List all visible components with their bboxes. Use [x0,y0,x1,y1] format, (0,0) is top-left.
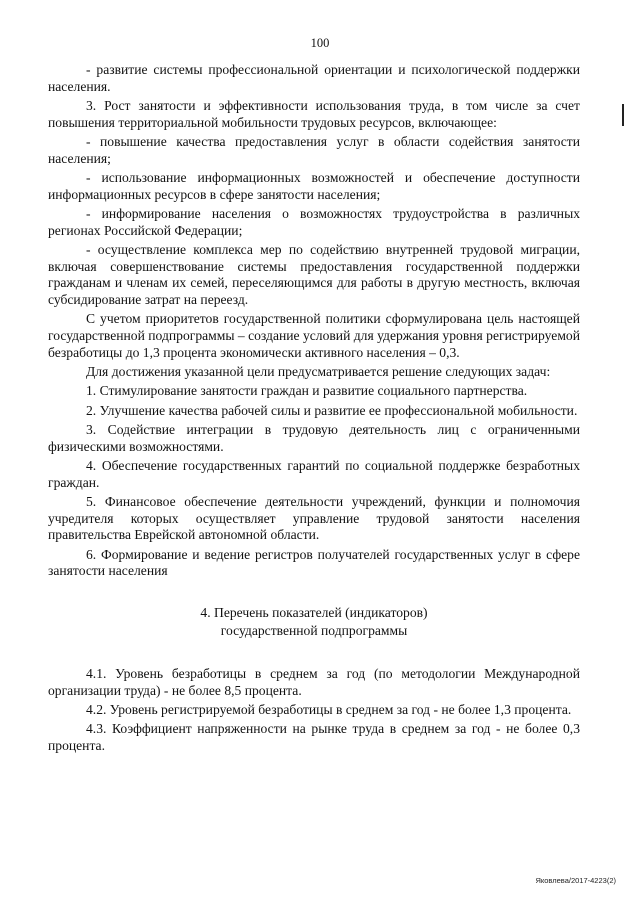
task-item: 1. Стимулирование занятости граждан и развитие социального партнерства. [86,383,528,399]
indicator-item: 4.1. Уровень безработицы в среднем за год (по методологии Международной организации труда) - не более 8,5 процента. [48,666,580,698]
margin-mark [622,104,624,126]
indicator-item: 4.3. Коэффициент напряженности на рынке труда в среднем за год - не более 0,3 процента. [48,721,580,754]
document-body [48,62,580,757]
task-item: 4. Обеспечение государственных гарантий по социальной поддержке безработных граждан. [48,458,580,490]
paragraph: - повышение качества предоставления услуг в области содействия занятости населения; [48,134,580,166]
page-number: 100 [310,36,330,50]
paragraph: - развитие системы профессиональной ориентации и психологической поддержки населения. [48,62,580,94]
task-item: 5. Финансовое обеспечение деятельности учреждений, функции и полномочия учредителя которых осуществляет управление трудовой занятости населения правительства Еврейской автономной области. [48,494,580,543]
paragraph: - информирование населения о возможностях трудоустройства в различных регионах Российской Федерации; [48,206,580,238]
paragraph: - осуществление комплекса мер по содействию внутренней трудовой миграции, включая совершенствование системы предоставления государственной поддержки гражданам и членам их семей, переселяющимся для работы в другую местность, включая субсидирование затрат на переезд. [48,242,580,308]
section-heading [48,604,580,640]
footer-code: Яковлева/2017-4223(2) [535,876,616,885]
section-heading-line: 4. Перечень показателей (индикаторов) [200,605,428,621]
task-item: 6. Формирование и ведение регистров получателей государственных услуг в сфере занятости населения [48,546,580,579]
paragraph: С учетом приоритетов государственной политики сформулирована цель настоящей государственной подпрограммы – создание условий для удержания уровня регистрируемой безработицы до 1,3 процента экономически активного населения – 0,3. [48,311,580,360]
section-heading-line: государственной подпрограммы [220,623,408,639]
paragraph: 3. Рост занятости и эффективности использования труда, в том числе за счет повышения территориальной мобильности трудовых ресурсов, включающее: [48,98,580,130]
paragraph: - использование информационных возможностей и обеспечение доступности информационных ресурсов в сфере занятости населения; [48,170,580,202]
paragraph: Для достижения указанной цели предусматривается решение следующих задач: [86,364,551,380]
indicator-item: 4.2. Уровень регистрируемой безработицы в среднем за год - не более 1,3 процента. [86,702,572,718]
task-item: 2. Улучшение качества рабочей силы и развитие ее профессиональной мобильности. [86,402,578,418]
task-item: 3. Содействие интеграции в трудовую деятельность лиц с ограниченными физическими возможностями. [48,422,580,454]
